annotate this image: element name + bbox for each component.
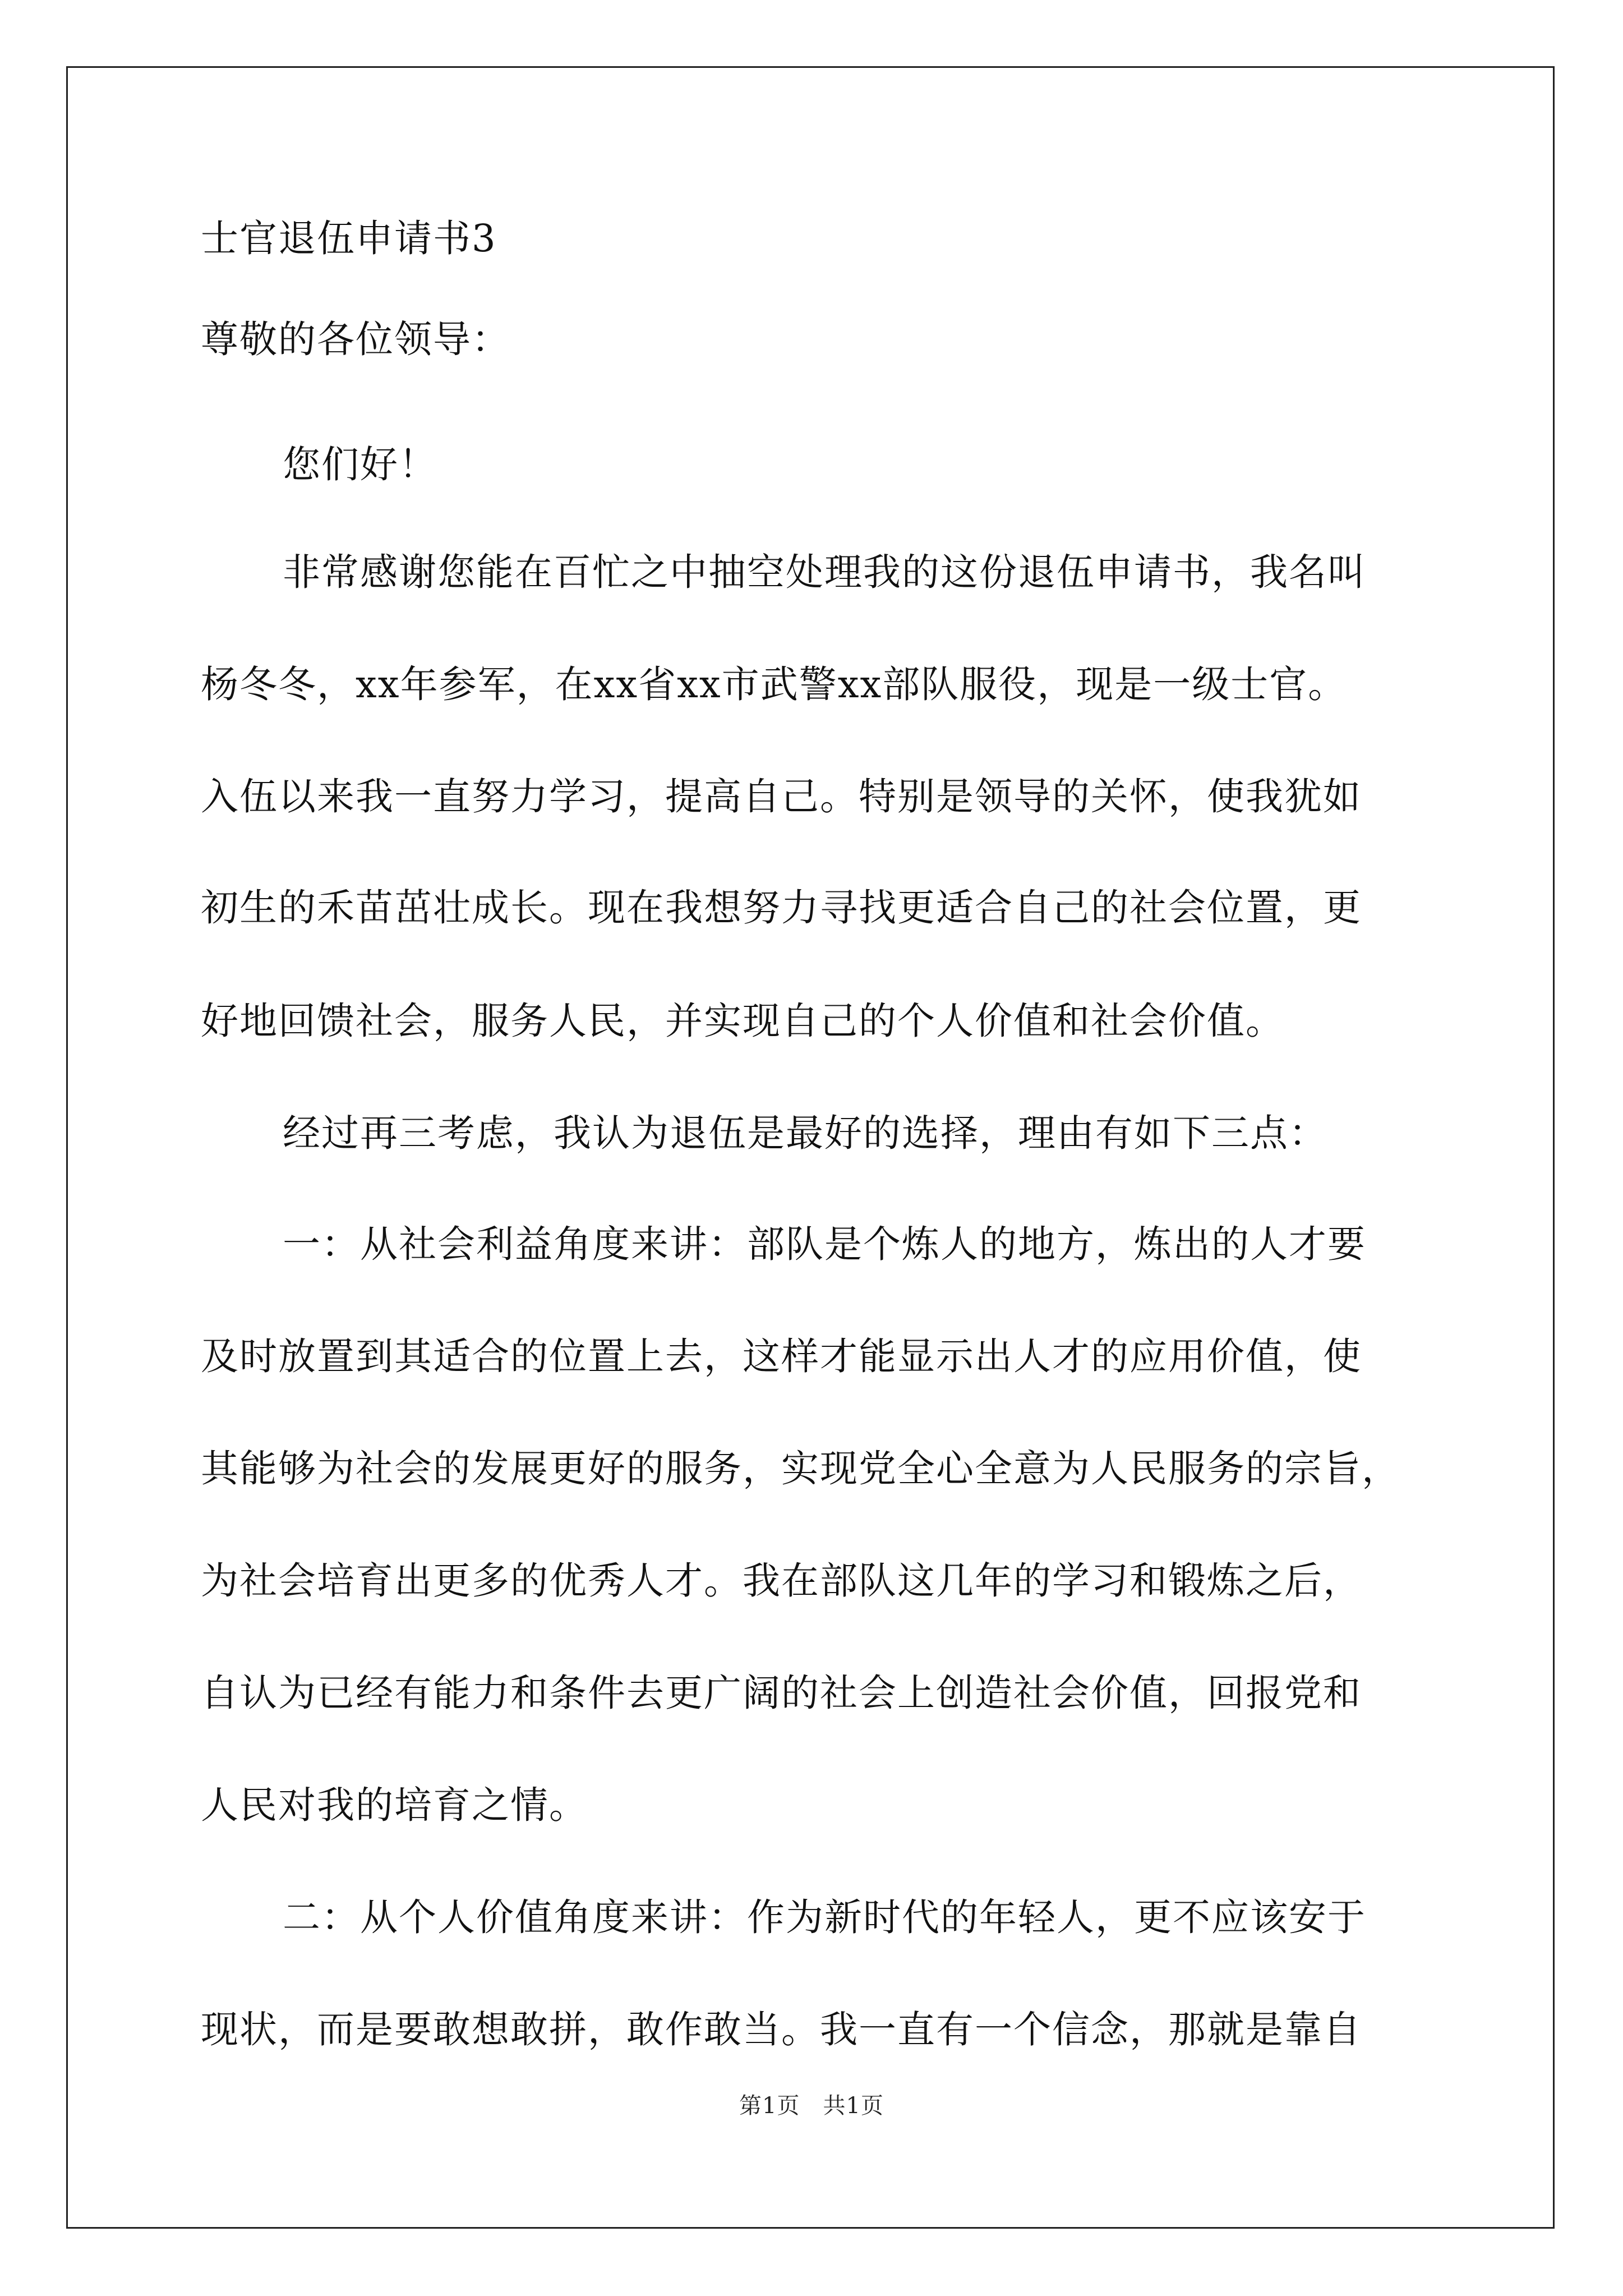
salutation: 您们好！ xyxy=(283,443,437,486)
page-number-footer: 第1页 共1页 xyxy=(739,2093,884,2119)
paragraph-line: 经过再三考虑，我认为退伍是最好的选择，理由有如下三点： xyxy=(283,1111,1327,1155)
paragraph-line: 初生的禾苗茁壮成长。现在我想努力寻找更适合自己的社会位置，更 xyxy=(201,886,1362,930)
paragraph-line: 一：从社会利益角度来讲：部队是个炼人的地方，炼出的人才要 xyxy=(283,1222,1366,1266)
paragraph-line: 为社会培育出更多的优秀人才。我在部队这几年的学习和锻炼之后， xyxy=(201,1559,1362,1603)
paragraph-line: 其能够为社会的发展更好的服务，实现党全心全意为人民服务的宗旨， xyxy=(201,1447,1400,1490)
paragraph-line: 现状，而是要敢想敢拼，敢作敢当。我一直有一个信念，那就是靠自 xyxy=(201,2008,1362,2051)
paragraph-line: 人民对我的培育之情。 xyxy=(201,1783,588,1827)
paragraph-line: 好地回馈社会，服务人民，并实现自己的个人价值和社会价值。 xyxy=(201,999,1284,1043)
paragraph-line: 入伍以来我一直努力学习，提高自己。特别是领导的关怀，使我犹如 xyxy=(201,775,1362,818)
paragraph-line: 自认为已经有能力和条件去更广阔的社会上创造社会价值，回报党和 xyxy=(201,1671,1362,1715)
paragraph-line: 非常感谢您能在百忙之中抽空处理我的这份退伍申请书，我名叫 xyxy=(283,550,1366,594)
paragraph-line: 二：从个人价值角度来讲：作为新时代的年轻人，更不应该安于 xyxy=(283,1895,1366,1939)
paragraph-line: 杨冬冬，xx年参军，在xx省xx市武警xx部队服役，现是一级士官。 xyxy=(201,662,1347,706)
greeting: 尊敬的各位领导： xyxy=(201,318,510,361)
document-title: 士官退伍申请书3 xyxy=(201,217,497,260)
paragraph-line: 及时放置到其适合的位置上去，这样才能显示出人才的应用价值，使 xyxy=(201,1335,1362,1378)
